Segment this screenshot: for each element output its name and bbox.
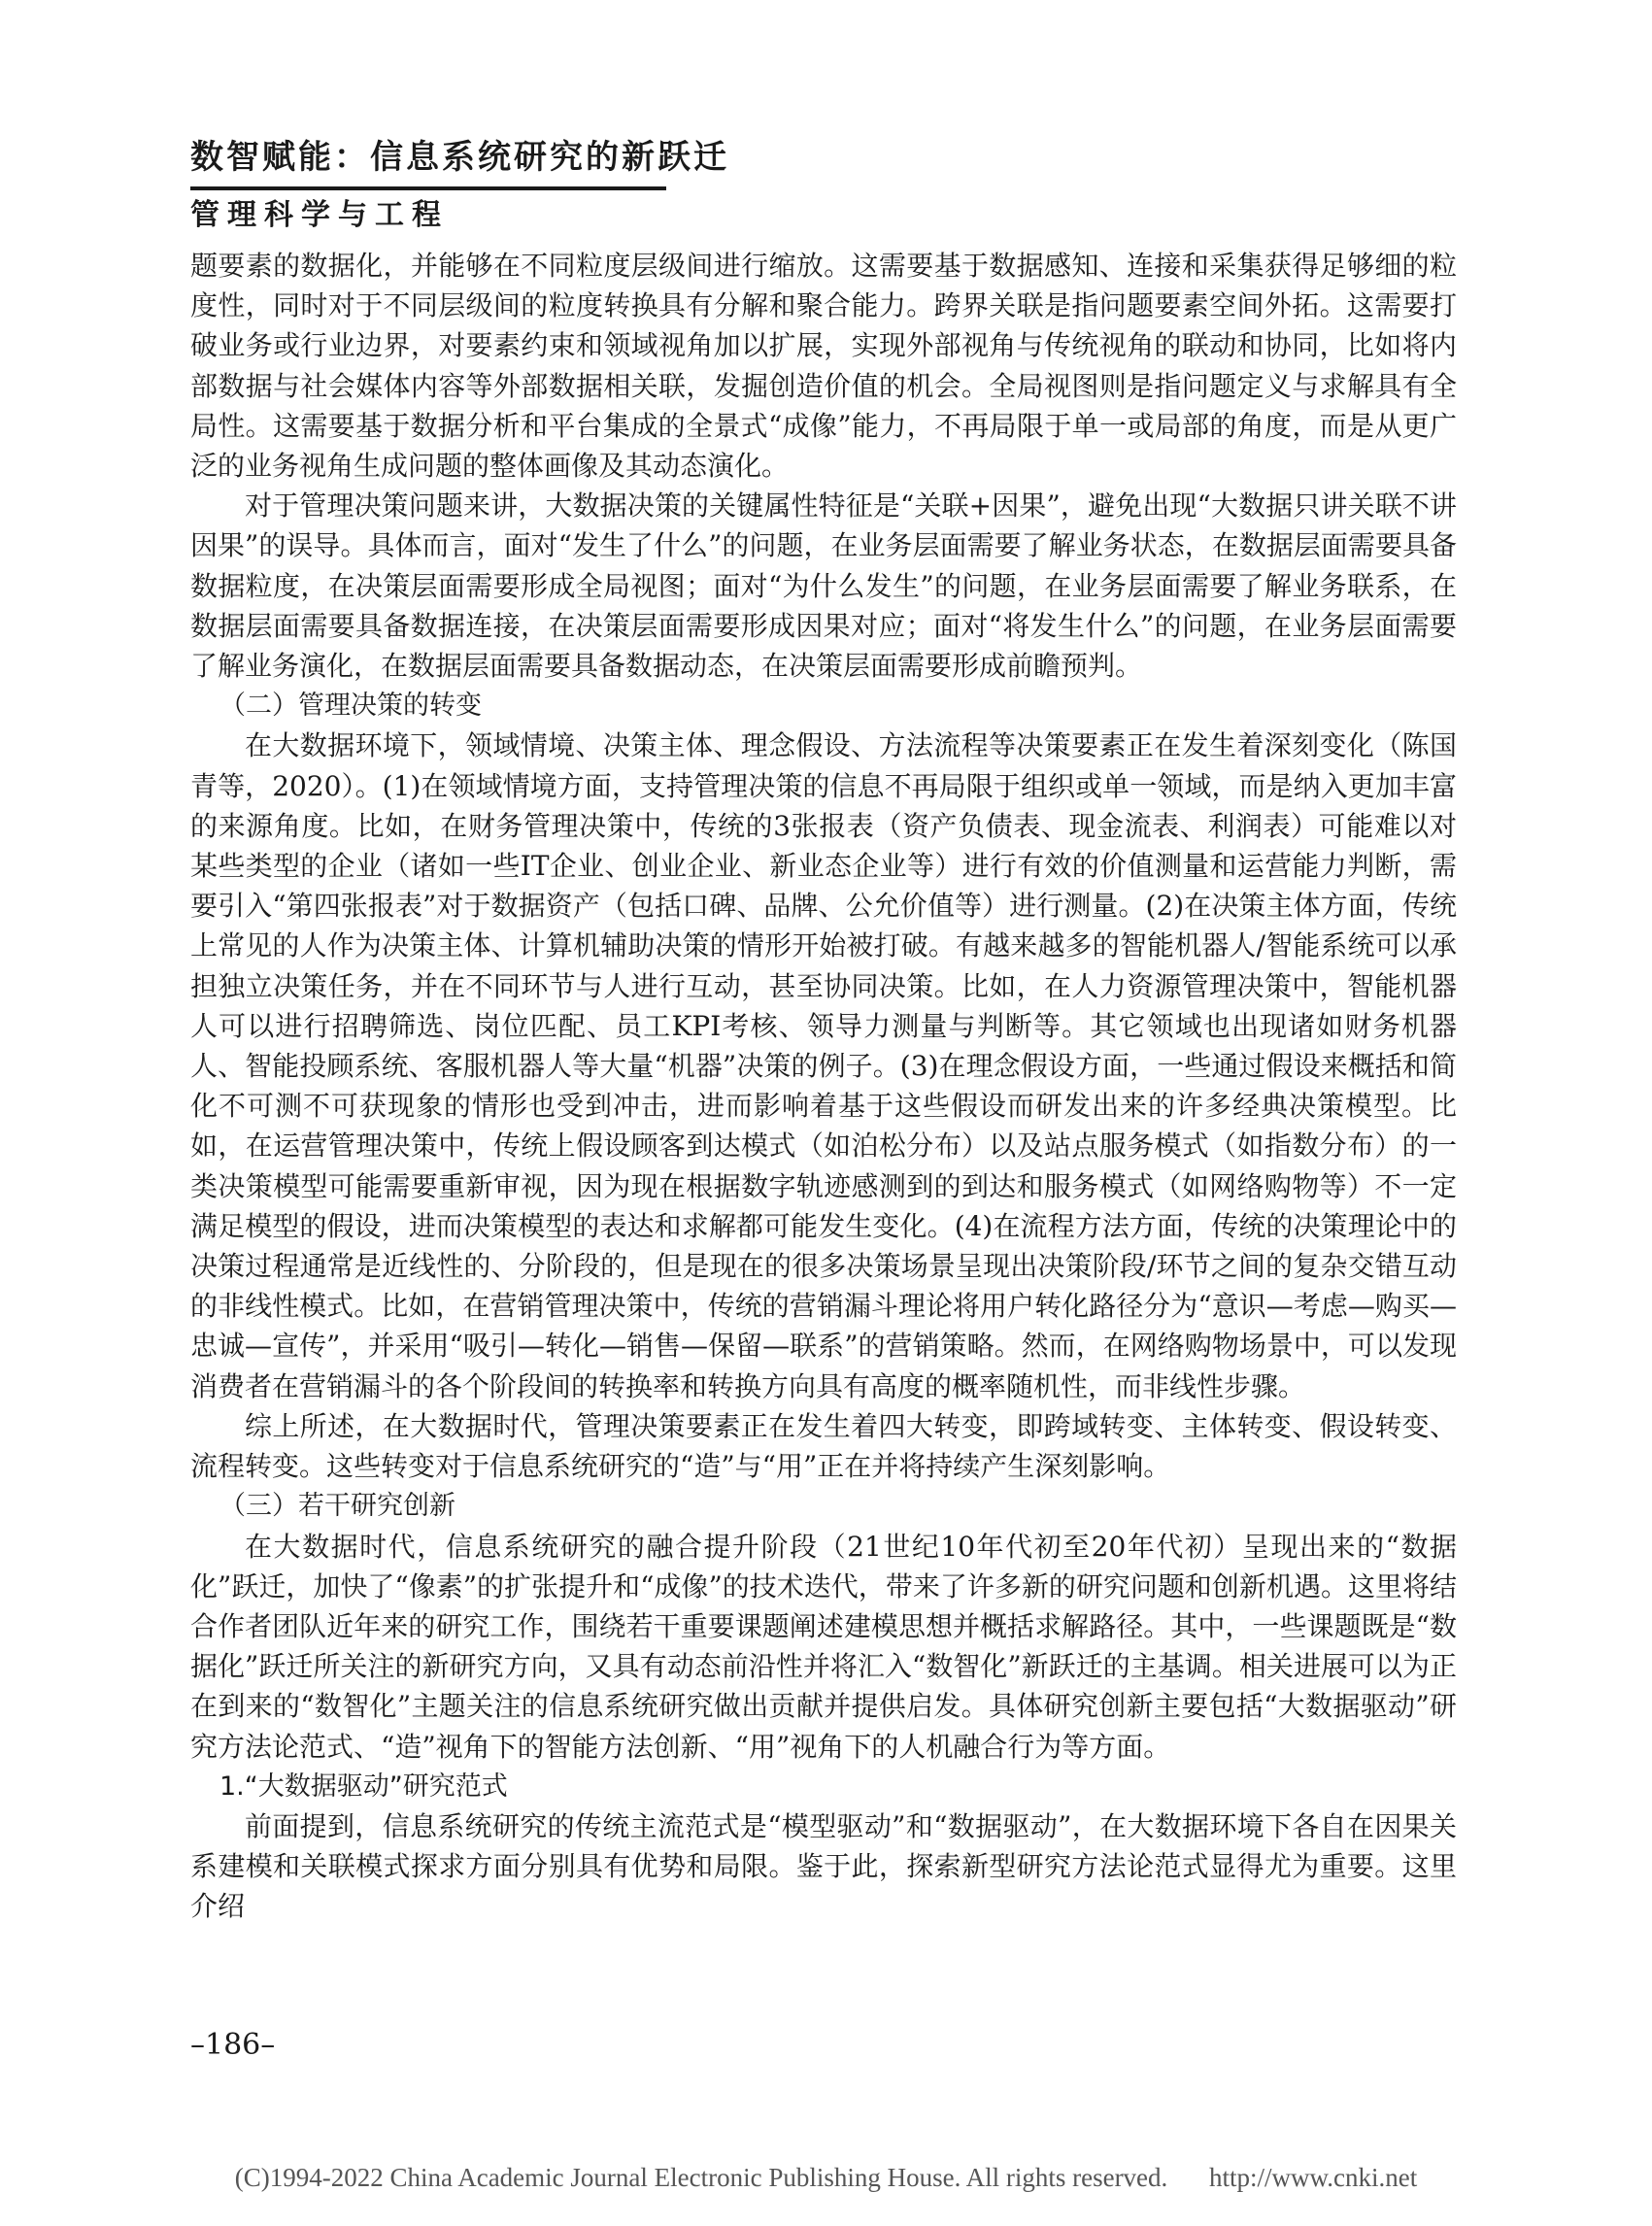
journal-section-label: 管理科学与工程 bbox=[190, 198, 449, 232]
footer-url: http://www.cnki.net bbox=[1209, 2163, 1418, 2192]
page-number: –186– bbox=[190, 2028, 276, 2062]
copyright-footer bbox=[0, 2160, 1652, 2195]
subsection-heading: 1.“大数据驱动”研究范式 bbox=[219, 1771, 508, 1802]
copyright-text: (C)1994-2022 China Academic Journal Electronic Publishing House. All rights reserved. bbox=[234, 2163, 1168, 2192]
paragraph: 前面提到，信息系统研究的传统主流范式是“模型驱动”和“数据驱动”，在大数据环境下各自在因果关系建模和关联模式探求方面分别具有优势和局限。鉴于此，探索新型研究方法论范式显得尤为重要。这里介绍 bbox=[190, 1809, 1457, 1923]
paragraph-continued: 题要素的数据化，并能够在不同粒度层级间进行缩放。这需要基于数据感知、连接和采集获得足够细的粒度性，同时对于不同层级间的粒度转换具有分解和聚合能力。跨界关联是指问题要素空间外拓。这需要打破业务或行业边界，对要素约束和领域视角加以扩展，实现外部视角与传统视角的联动和协同，比如将内部数据与社会媒体内容等外部数据相关联，发掘创造价值的机会。全局视图则是指问题定义与求解具有全局性。这需要基于数据分析和平台集成的全景式“成像”能力，不再局限于单一或局部的角度，而是从更广泛的业务视角生成问题的整体画像及其动态演化。 bbox=[190, 250, 1457, 483]
section-heading: （二）管理决策的转变 bbox=[219, 691, 482, 722]
section-heading: （三）若干研究创新 bbox=[219, 1491, 455, 1522]
paragraph: 综上所述，在大数据时代，管理决策要素正在发生着四大转变，即跨域转变、主体转变、假设转变、流程转变。这些转变对于信息系统研究的“造”与“用”正在并将持续产生深刻影响。 bbox=[190, 1409, 1457, 1483]
header-rule bbox=[190, 186, 666, 190]
paragraph: 在大数据时代，信息系统研究的融合提升阶段（21世纪10年代初至20年代初）呈现出来的“数据化”跃迁，加快了“像素”的扩张提升和“成像”的技术迭代，带来了许多新的研究问题和创新机遇。这里将结合作者团队近年来的研究工作，围绕若干重要课题阐述建模思想并概括求解路径。其中，一些课题既是“数据化”跃迁所关注的新研究方向，又具有动态前沿性并将汇入“数智化”新跃迁的主基调。相关进展可以为正在到来的“数智化”主题关注的信息系统研究做出贡献并提供启发。具体研究创新主要包括“大数据驱动”研究方法论范式、“造”视角下的智能方法创新、“用”视角下的人机融合行为等方面。 bbox=[190, 1530, 1457, 1763]
paragraph: 对于管理决策问题来讲，大数据决策的关键属性特征是“关联+因果”，避免出现“大数据只讲关联不讲因果”的误导。具体而言，面对“发生了什么”的问题，在业务层面需要了解业务状态，在数据层面需要具备数据粒度，在决策层面需要形成全局视图；面对“为什么发生”的问题，在业务层面需要了解业务联系，在数据层面需要具备数据连接，在决策层面需要形成因果对应；面对“将发生什么”的问题，在业务层面需要了解业务演化，在数据层面需要具备数据动态，在决策层面需要形成前瞻预判。 bbox=[190, 489, 1457, 683]
paragraph: 在大数据环境下，领域情境、决策主体、理念假设、方法流程等决策要素正在发生着深刻变化（陈国青等，2020）。(1)在领域情境方面，支持管理决策的信息不再局限于组织或单一领域，而是纳入更加丰富的来源角度。比如，在财务管理决策中，传统的3张报表（资产负债表、现金流表、利润表）可能难以对某些类型的企业（诸如一些IT企业、创业企业、新业态企业等）进行有效的价值测量和运营能力判断，需要引入“第四张报表”对于数据资产（包括口碑、品牌、公允价值等）进行测量。(2)在决策主体方面，传统上常见的人作为决策主体、计算机辅助决策的情形开始被打破。有越来越多的智能机器人/智能系统可以承担独立决策任务，并在不同环节与人进行互动，甚至协同决策。比如，在人力资源管理决策中，智能机器人可以进行招聘筛选、岗位匹配、员工KPI考核、领导力测量与判断等。其它领域也出现诸如财务机器人、智能投顾系统、客服机器人等大量“机器”决策的例子。(3)在理念假设方面，一些通过假设来概括和简化不可测不可获现象的情形也受到冲击，进而影响着基于这些假设而研发出来的许多经典决策模型。比如，在运营管理决策中，传统上假设顾客到达模式（如泊松分布）以及站点服务模式（如指数分布）的一类决策模型可能需要重新审视，因为现在根据数字轨迹感测到的到达和服务模式（如网络购物等）不一定满足模型的假设，进而决策模型的表达和求解都可能发生变化。(4)在流程方法方面，传统的决策理论中的决策过程通常是近线性的、分阶段的，但是现在的很多决策场景呈现出决策阶段/环节之间的复杂交错互动的非线性模式。比如，在营销管理决策中，传统的营销漏斗理论将用户转化路径分为“意识—考虑—购买—忠诚—宣传”，并采用“吸引—转化—销售—保留—联系”的营销策略。然而，在网络购物场景中，可以发现消费者在营销漏斗的各个阶段间的转换率和转换方向具有高度的概率随机性，而非线性步骤。 bbox=[190, 729, 1457, 1402]
running-header bbox=[190, 136, 729, 232]
article-body bbox=[190, 246, 1457, 1927]
running-title: 数智赋能：信息系统研究的新跃迁 bbox=[190, 138, 729, 177]
